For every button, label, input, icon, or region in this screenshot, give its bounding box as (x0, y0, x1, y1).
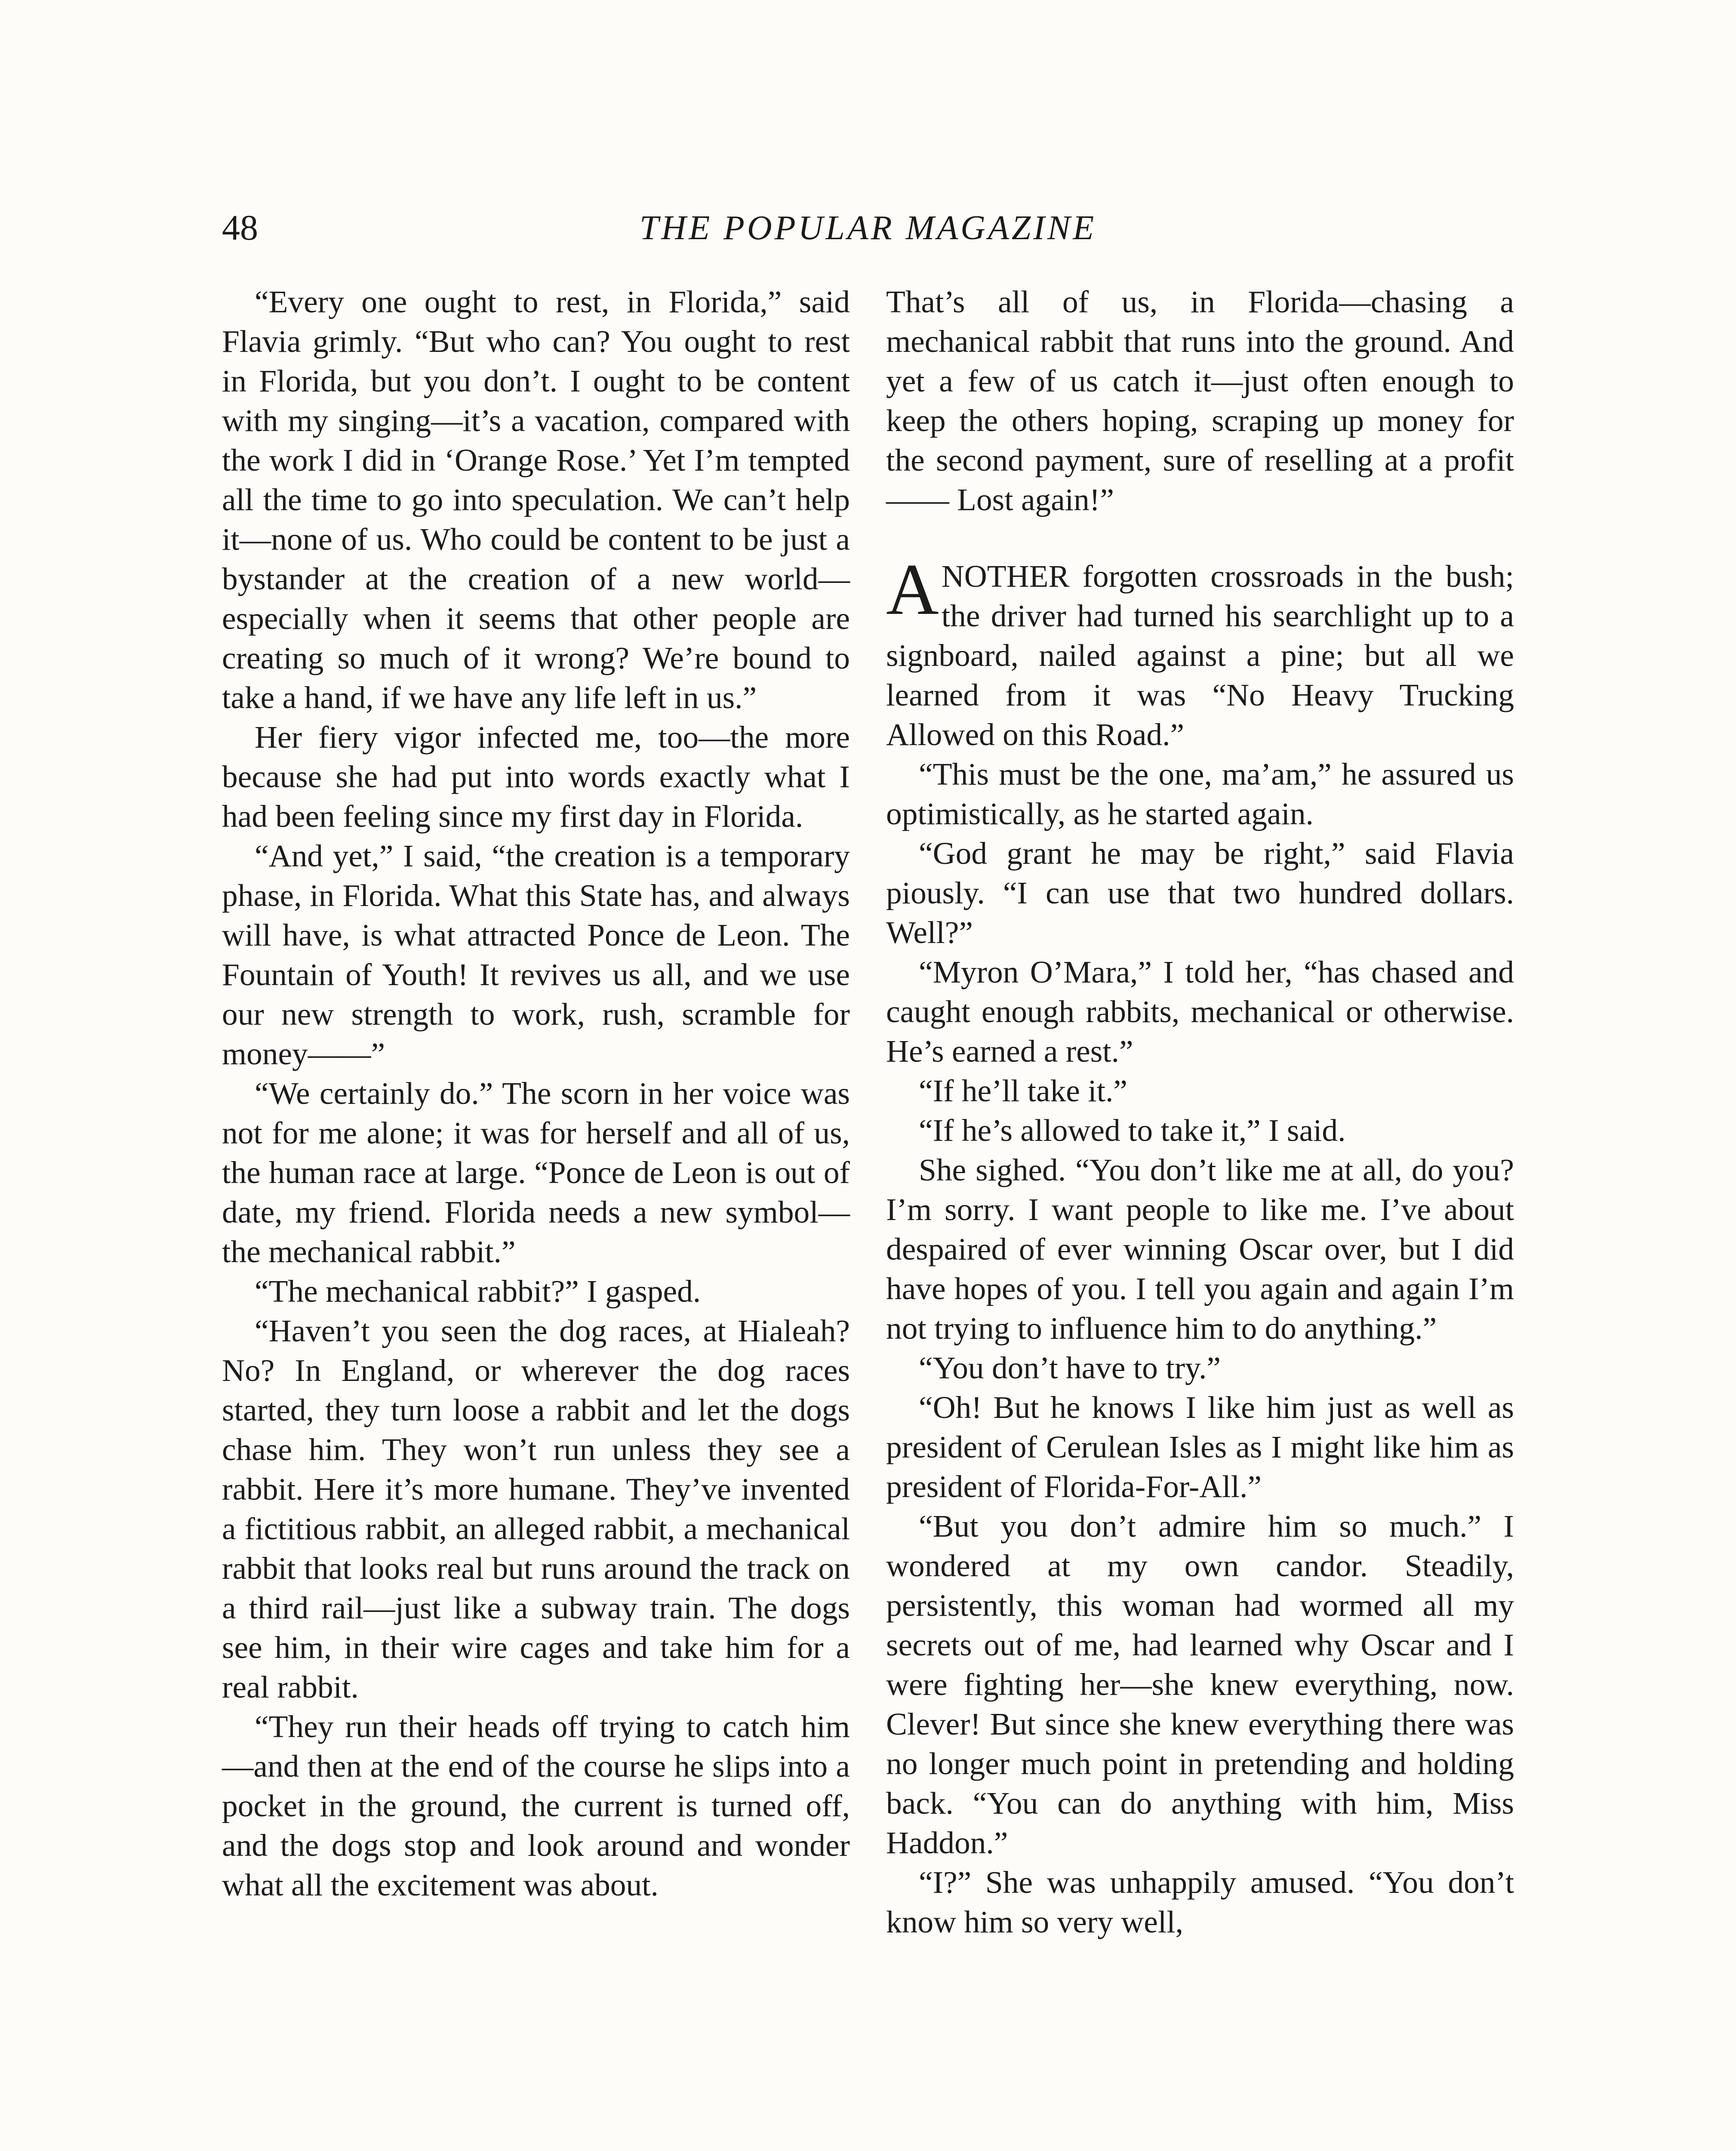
paragraph: “I?” She was unhappily amused. “You don’t know him so very well, (886, 1865, 1514, 1939)
section-opening-paragraph (886, 549, 1514, 755)
paragraph: “Every one ought to rest, in Florida,” said Flavia grimly. “But who can? You ought to rest in Florida, but you don’t. I ought to be content with my singing—it’s a vacation, compared with the work I did in ‘Orange Rose.’ Yet I’m tempted all the time to go into speculation. We can’t help it—none of us. Who could be content to be just a bystander at the creation of a new world—especially when it seems that other people are creating so much of it wrong? We’re bound to take a hand, if we have any life left in us.” (222, 284, 850, 715)
paragraph: “Haven’t you seen the dog races, at Hialeah? No? In England, or wherever the dog races started, they turn loose a rabbit and let the dogs chase him. They won’t run unless they see a rabbit. Here it’s more humane. They’ve invented a fictitious rabbit, an alleged rabbit, a mechanical rabbit that looks real but runs around the track on a third rail—just like a subway train. The dogs see him, in their wire cages and take him for a real rabbit. (222, 1313, 850, 1704)
paragraph: “The mechanical rabbit?” I gasped. (255, 1274, 701, 1309)
paragraph: “They run their heads off trying to catch him—and then at the end of the course he slips into a pocket in the ground, the current is turned off, and the dogs stop and look around and wonder what all the excitement was about. (222, 1709, 850, 1902)
page-number: 48 (222, 208, 258, 248)
left-column (222, 282, 850, 1905)
paragraph: “Myron O’Mara,” I told her, “has chased and caught enough rabbits, mechanical or otherwise. He’s earned a rest.” (886, 955, 1514, 1069)
paragraph: “If he’ll take it.” (919, 1073, 1127, 1108)
page-header (222, 206, 1514, 258)
paragraph: Her fiery vigor infected me, too—the more because she had put into words exactly what I had been feeling since my first day in Florida. (222, 720, 850, 834)
paragraph: She sighed. “You don’t like me at all, do you? I’m sorry. I want people to like me. I’ve about despaired of ever winning Oscar over, but I did have hopes of you. I tell you again and again I’m not trying to influence him to do anything.” (886, 1153, 1514, 1346)
right-column (886, 282, 1514, 1942)
paragraph: “God grant he may be right,” said Flavia piously. “I can use that two hundred dollars. Well?” (886, 836, 1514, 950)
paragraph: “If he’s allowed to take it,” I said. (919, 1113, 1346, 1148)
paragraph: “You don’t have to try.” (919, 1350, 1221, 1385)
continued-paragraph: That’s all of us, in Florida—chasing a mechanical rabbit that runs into the ground. And yet a few of us catch it—just often enough to keep the others hoping, scraping up money for the second payment, sure of reselling at a profit—— Lost again!” (886, 284, 1514, 517)
paragraph: “We certainly do.” The scorn in her voice was not for me alone; it was for herself and all of us, the human race at large. “Ponce de Leon is out of date, my friend. Florida needs a new symbol—the mechanical rabbit.” (222, 1076, 850, 1269)
paragraph: “But you don’t admire him so much.” I wondered at my own candor. Steadily, persistently, this woman had wormed all my secrets out of me, had learned why Oscar and I were fighting her—she knew everything, now. Clever! But since she knew everything there was no longer much point in pretending and holding back. “You can do anything with him, Miss Haddon.” (886, 1509, 1514, 1860)
section-opening-text: NOTHER forgotten crossroads in the bush; the driver had turned his searchlight up to a signboard, nailed against a pine; but all we learned from it was “No Heavy Trucking Allowed on this Road.” (886, 559, 1514, 752)
section-break (886, 520, 1514, 557)
running-title: THE POPULAR MAGAZINE (639, 209, 1097, 247)
paragraph: “And yet,” I said, “the creation is a temporary phase, in Florida. What this State has, and always will have, is what attracted Ponce de Leon. The Fountain of Youth! It revives us all, and we use our new strength to work, rush, scramble for money——” (222, 838, 850, 1071)
paragraph: “Oh! But he knows I like him just as well as president of Cerulean Isles as I might like him as president of Florida-For-All.” (886, 1390, 1514, 1504)
paragraph: “This must be the one, ma’am,” he assured us optimistically, as he started again. (886, 757, 1514, 831)
drop-cap: A (886, 549, 939, 630)
